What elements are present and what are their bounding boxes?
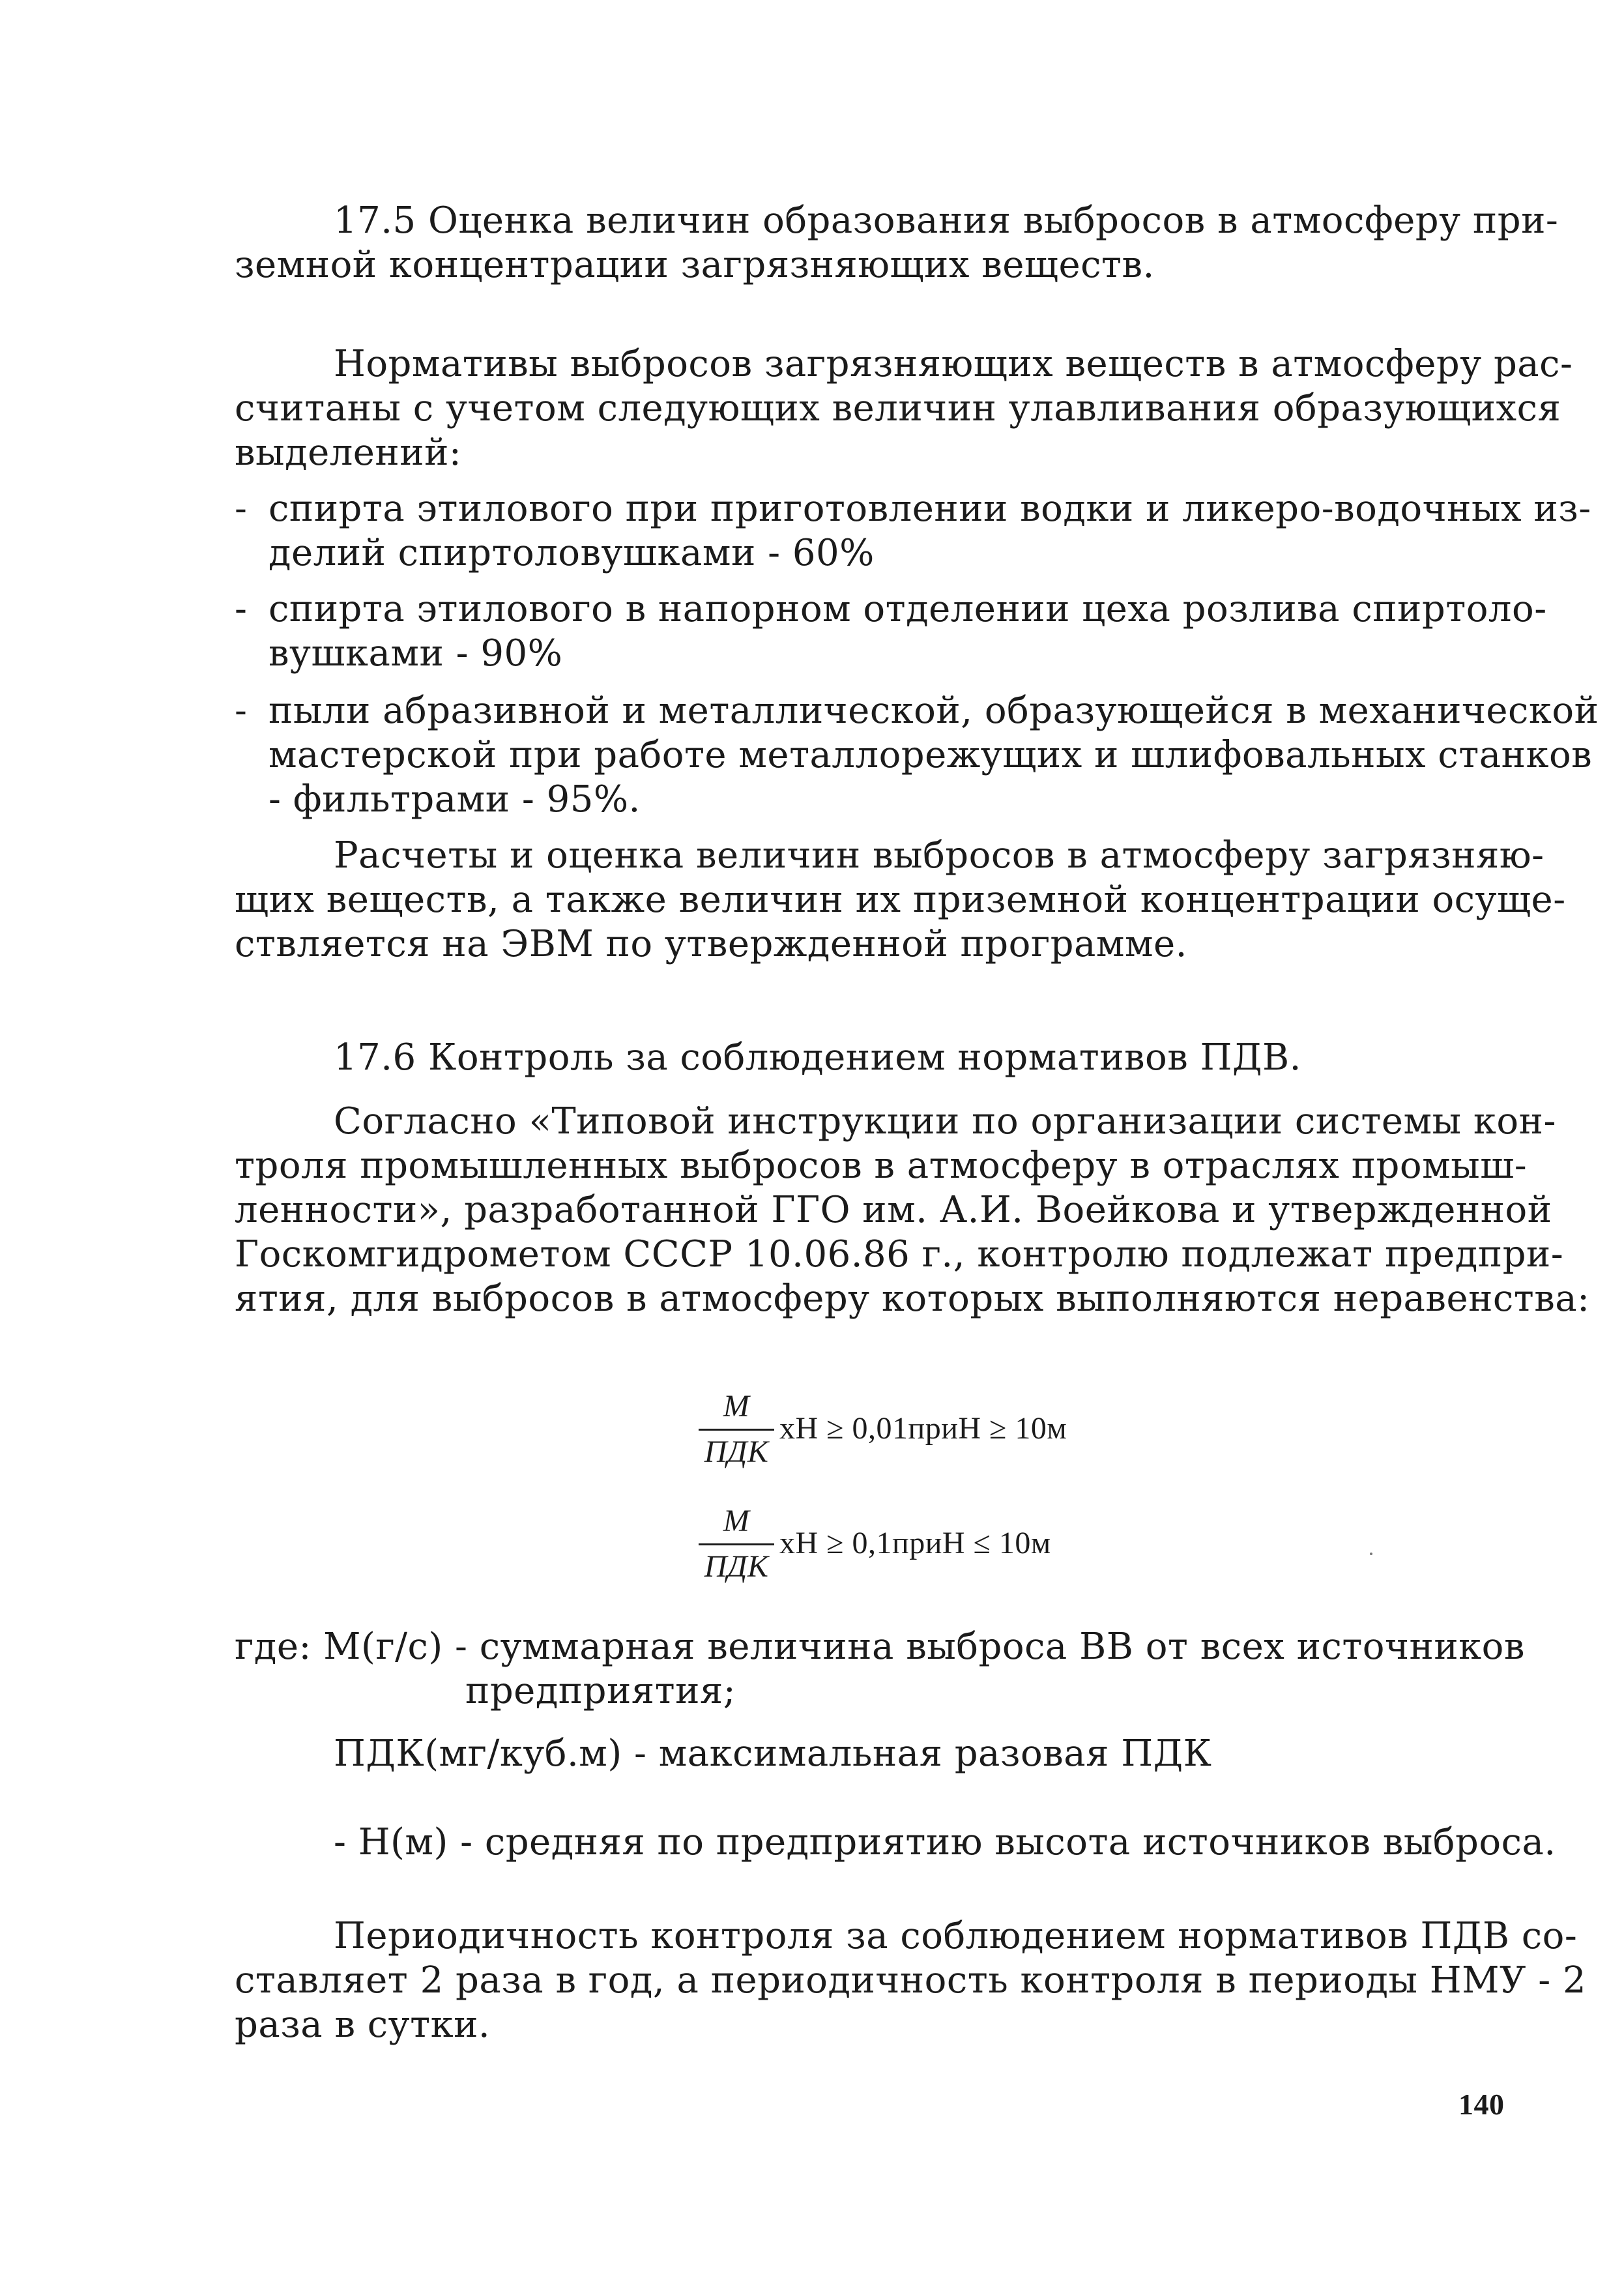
- control-paragraph-line-5: ятия, для выбросов в атмосферу которых выполняются неравенства:: [235, 1277, 1590, 1320]
- calc-paragraph-line-3: ствляется на ЭВМ по утвержденной программе.: [235, 923, 1187, 965]
- bullet-dash: -: [235, 690, 248, 732]
- bullet-3-line-2: мастерской при работе металлорежущих и шлифовальных станков: [268, 734, 1593, 776]
- formula-expression: xH ≥ 0,01приH ≥ 10м: [779, 1411, 1067, 1446]
- fraction-denominator: ПДК: [704, 1549, 769, 1584]
- periodicity-paragraph-line-2: ставляет 2 раза в год, а периодичность контроля в периоды НМУ - 2: [235, 1959, 1587, 2002]
- periodicity-paragraph-line-1: Периодичность контроля за соблюдением нормативов ПДВ со-: [334, 1915, 1578, 1957]
- section-17-6-heading: 17.6 Контроль за соблюдением нормативов ПДВ.: [334, 1036, 1301, 1079]
- control-paragraph-line-1: Согласно «Типовой инструкции по организации системы кон-: [334, 1100, 1556, 1143]
- fraction-numerator: M: [723, 1389, 750, 1423]
- bullet-3-line-1: пыли абразивной и металлической, образующейся в механической: [268, 690, 1599, 732]
- definition-pdk: ПДК(мг/куб.м) - максимальная разовая ПДК: [334, 1732, 1212, 1775]
- definition-h: - Н(м) - средняя по предприятию высота источников выброса.: [334, 1821, 1556, 1863]
- bullet-dash: -: [235, 488, 248, 530]
- scan-speck: [1370, 1553, 1372, 1555]
- page-number: 140: [1458, 2088, 1505, 2121]
- bullet-dash: -: [235, 588, 248, 630]
- section-17-5-heading-line-2: земной концентрации загрязняющих веществ.: [235, 244, 1155, 286]
- intro-paragraph-line-3: выделений:: [235, 431, 462, 474]
- bullet-3-line-3: - фильтрами - 95%.: [268, 778, 641, 821]
- fraction-numerator: M: [723, 1504, 750, 1538]
- bullet-2-line-2: вушками - 90%: [268, 632, 563, 675]
- fraction-bar: [699, 1543, 774, 1545]
- periodicity-paragraph-line-3: раза в сутки.: [235, 2004, 491, 2046]
- fraction-denominator: ПДК: [704, 1435, 769, 1469]
- definition-m: где: М(г/с) - суммарная величина выброса ВВ от всех источников: [235, 1626, 1525, 1668]
- definition-m-continuation: предприятия;: [465, 1670, 736, 1712]
- intro-paragraph-line-2: считаны с учетом следующих величин улавливания образующихся: [235, 387, 1561, 430]
- bullet-1-line-2: делий спиртоловушками - 60%: [268, 532, 875, 574]
- intro-paragraph-line-1: Нормативы выбросов загрязняющих веществ в атмосферу рас-: [334, 343, 1573, 385]
- control-paragraph-line-2: троля промышленных выбросов в атмосферу в отраслях промыш-: [235, 1145, 1528, 1187]
- calc-paragraph-line-1: Расчеты и оценка величин выбросов в атмосферу загрязняю-: [334, 834, 1544, 877]
- calc-paragraph-line-2: щих веществ, а также величин их приземной концентрации осуще-: [235, 879, 1566, 921]
- formula-expression: xH ≥ 0,1приH ≤ 10м: [779, 1526, 1051, 1560]
- control-paragraph-line-4: Госкомгидрометом СССР 10.06.86 г., контролю подлежат предпри-: [235, 1233, 1564, 1276]
- bullet-1-line-1: спирта этилового при приготовлении водки и ликеро-водочных из-: [268, 488, 1591, 530]
- section-17-5-heading-line-1: 17.5 Оценка величин образования выбросов в атмосферу при-: [334, 199, 1559, 242]
- fraction-bar: [699, 1429, 774, 1431]
- control-paragraph-line-3: ленности», разработанной ГГО им. А.И. Воейкова и утвержденной: [235, 1189, 1552, 1231]
- bullet-2-line-1: спирта этилового в напорном отделении цеха розлива спиртоло-: [268, 588, 1547, 630]
